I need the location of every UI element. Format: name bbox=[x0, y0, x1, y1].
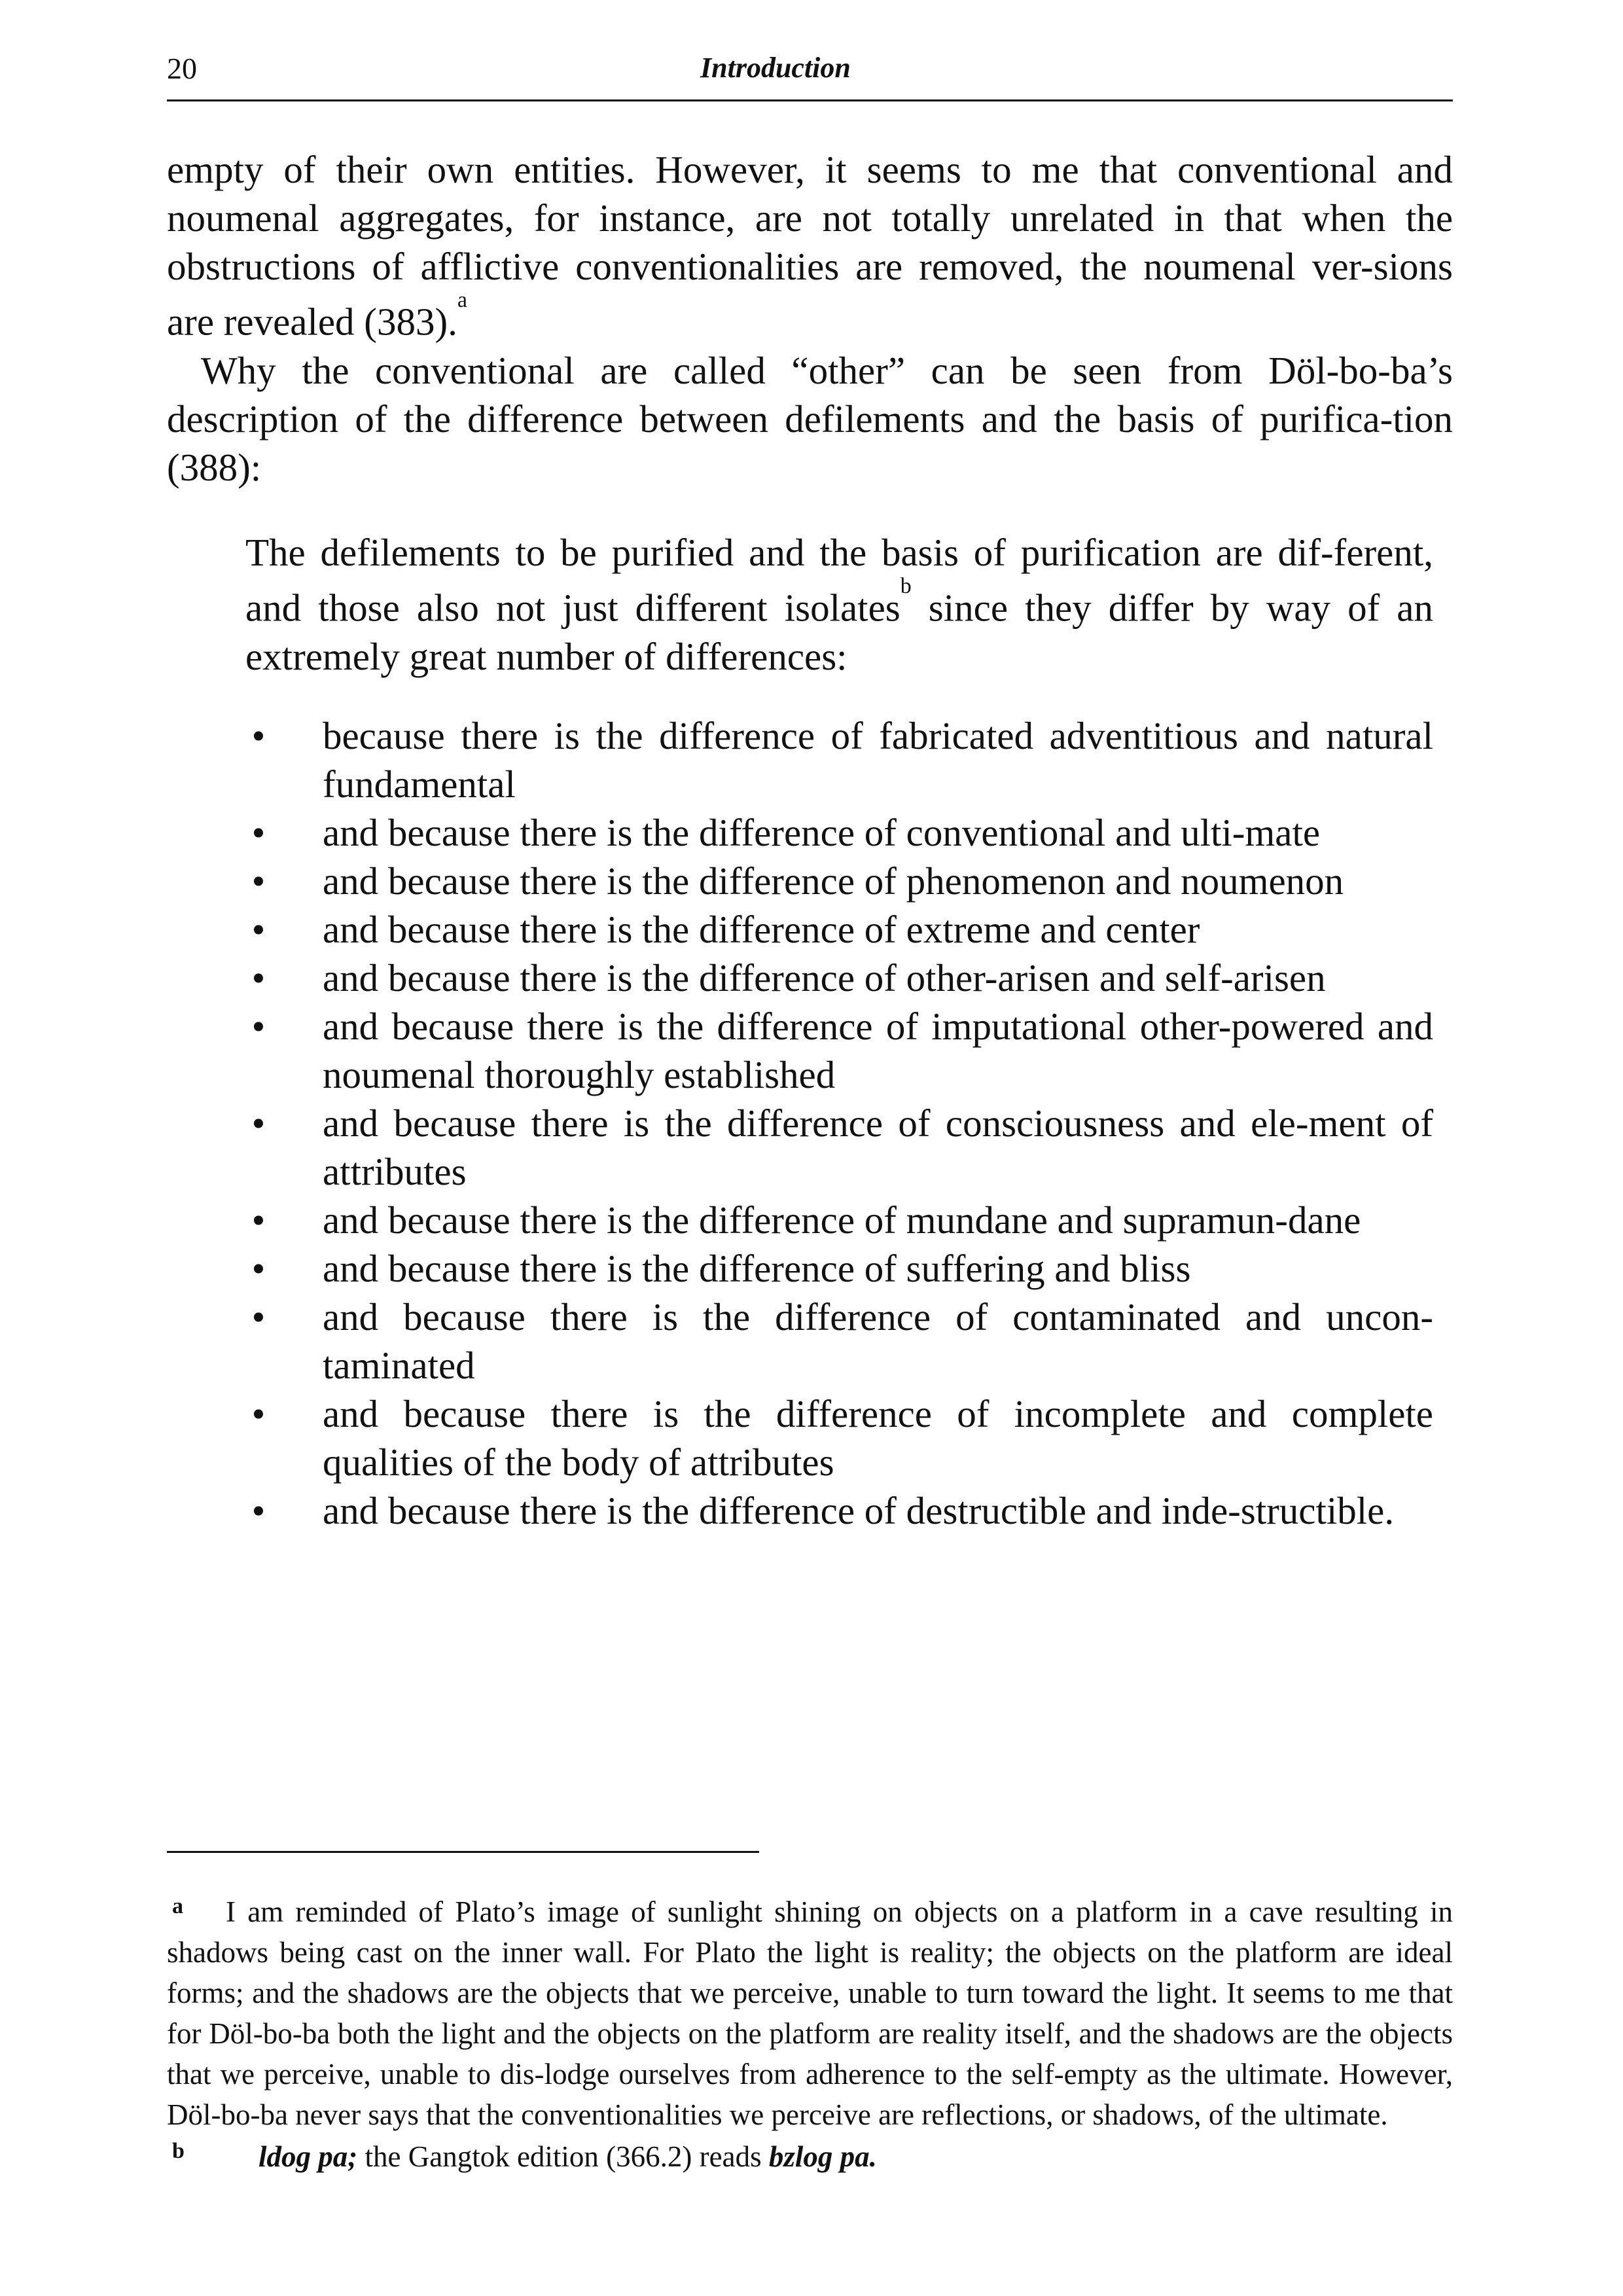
footnote-marker-b: b bbox=[172, 2139, 185, 2163]
bullet-icon: • bbox=[251, 1391, 266, 1435]
paragraph-text: empty of their own entities. However, it seems to me that conventional and noumenal aggregates, for instance, are not totally unrelated in that when the obstructions of afflictive conventionalities are removed, the noumenal ver-sions are revealed (383). bbox=[167, 148, 1453, 344]
bullet-icon: • bbox=[251, 956, 266, 999]
list-item bbox=[245, 808, 1433, 857]
quote-intro-start: The defilements to be purified and the basis of purification are dif-ferent, and those also not just different isolates bbox=[245, 531, 1433, 630]
bullet-icon: • bbox=[251, 1295, 266, 1338]
footnote-a-text: I am reminded of Plato’s image of sunlight shining on objects on a platform in a cave resulting in shadows being cast on the inner wall. For Plato the light is reality; the objects on the platform are ideal forms; and the shadows are the objects that we perceive, unable to turn toward the light. It seems to me that for Döl-bo-ba both the light and the objects on the platform are reality itself, and the shadows are the objects that we perceive, unable to dis-lodge ourselves from adherence to the self-empty as the ultimate. However, Döl-bo-ba never says that the conventionalities we perceive are reflections, or shadows, of the ultimate. bbox=[167, 1895, 1453, 2131]
paragraph-intro-quote: Why the conventional are called “other” can be seen from Döl-bo-ba’s description of the difference between defilements and the basis of purifica-tion (388): bbox=[167, 348, 1453, 489]
list-item-text: and because there is the difference of other-arisen and self-arisen bbox=[323, 956, 1326, 999]
tibetan-term-bzlog-pa: bzlog pa. bbox=[768, 2140, 877, 2173]
list-item bbox=[245, 954, 1433, 1002]
list-item bbox=[245, 1099, 1433, 1196]
list-item bbox=[245, 905, 1433, 954]
list-item-text: and because there is the difference of mundane and supramun-dane bbox=[323, 1198, 1361, 1242]
footnote-b-text bbox=[167, 2136, 1453, 2177]
footnotes bbox=[167, 1892, 1453, 2177]
footnote-b bbox=[167, 2136, 1453, 2177]
list-item-text: and because there is the difference of phenomenon and noumenon bbox=[323, 859, 1344, 903]
block-quote bbox=[245, 528, 1433, 1535]
page-number: 20 bbox=[167, 52, 197, 85]
list-item-text: and because there is the difference of suffering and bliss bbox=[323, 1246, 1191, 1290]
main-text bbox=[167, 145, 1453, 492]
bullet-icon: • bbox=[251, 713, 266, 757]
bullet-icon: • bbox=[251, 907, 266, 951]
differences-list bbox=[245, 711, 1433, 1535]
footnote-reference-a: a bbox=[457, 288, 467, 312]
bullet-icon: • bbox=[251, 1198, 266, 1242]
list-item bbox=[245, 1244, 1433, 1293]
list-item bbox=[245, 1293, 1433, 1390]
paragraph-continuation bbox=[167, 145, 1453, 346]
quote-intro-end: since they differ by way of an extremely great number of differences: bbox=[245, 586, 1433, 678]
footnote-b-plain-text: the Gangtok edition (366.2) reads bbox=[357, 2140, 769, 2173]
list-item-text: and because there is the difference of conventional and ulti-mate bbox=[323, 810, 1321, 854]
list-item bbox=[245, 1002, 1433, 1099]
list-item-text: and because there is the difference of contaminated and uncon-taminated bbox=[323, 1295, 1433, 1387]
footnote-reference-b: b bbox=[900, 574, 912, 598]
list-item-text: because there is the difference of fabricated adventitious and natural fundamental bbox=[323, 713, 1433, 806]
bullet-icon: • bbox=[251, 1488, 266, 1532]
list-item bbox=[245, 857, 1433, 905]
bullet-icon: • bbox=[251, 1101, 266, 1145]
bullet-icon: • bbox=[251, 859, 266, 903]
bullet-icon: • bbox=[251, 1004, 266, 1048]
list-item-text: and because there is the difference of imputational other-powered and noumenal thoroughly established bbox=[323, 1004, 1433, 1096]
bullet-icon: • bbox=[251, 1246, 266, 1290]
page-header bbox=[167, 47, 1453, 101]
tibetan-term-ldog-pa: ldog pa; bbox=[259, 2140, 358, 2173]
running-head: Introduction bbox=[700, 52, 851, 84]
list-item-text: and because there is the difference of consciousness and ele-ment of attributes bbox=[323, 1101, 1433, 1193]
footnote-divider bbox=[167, 1851, 759, 1853]
list-item-text: and because there is the difference of extreme and center bbox=[323, 907, 1200, 951]
quote-intro bbox=[245, 528, 1433, 681]
list-item-text: and because there is the difference of incomplete and complete qualities of the body of attributes bbox=[323, 1391, 1433, 1484]
footnote-a bbox=[167, 1892, 1453, 2135]
list-item-text: and because there is the difference of destructible and inde-structible. bbox=[323, 1488, 1395, 1532]
list-item bbox=[245, 711, 1433, 808]
list-item bbox=[245, 1486, 1433, 1535]
list-item bbox=[245, 1390, 1433, 1486]
list-item bbox=[245, 1196, 1433, 1244]
bullet-icon: • bbox=[251, 810, 266, 854]
footnote-marker-a: a bbox=[172, 1894, 183, 1918]
